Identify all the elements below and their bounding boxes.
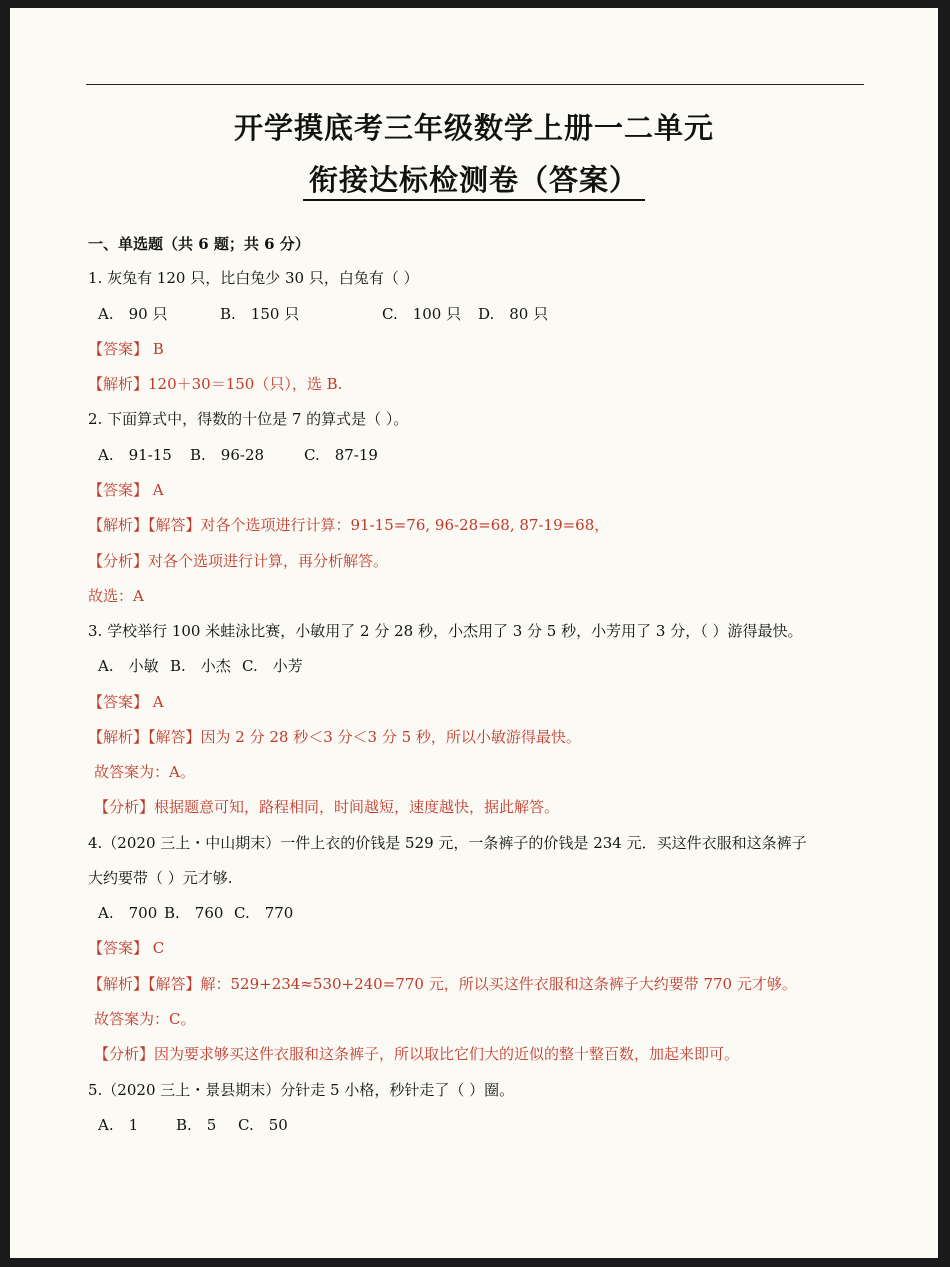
section-heading: 一、单选题（共 6 题；共 6 分） [88,235,310,253]
option-a: A. 91-15 [98,446,172,464]
title-line-2 [10,158,938,199]
option-c: C. 100 只 [382,305,462,323]
title-line-1: 开学摸底考三年级数学上册一二单元 [233,111,714,145]
question-3-analysis-2: 故答案为：A。 [94,763,195,781]
option-b: B. 小杰 [170,657,231,675]
question-3-analysis-3: 【分析】根据题意可知，路程相同，时间越短，速度越快，据此解答。 [94,798,560,816]
question-5-stem: 5.（2020 三上・景县期末）分针走 5 小格，秒针走了（ ）圈。 [88,1081,515,1099]
question-2-analysis-2: 【分析】对各个选项进行计算，再分析解答。 [88,552,389,570]
option-a: A. 1 [98,1116,139,1134]
option-a: A. 700 [98,904,158,922]
question-1-analysis: 【解析】120＋30＝150（只），选 B. [88,375,343,393]
question-4-stem-cont: 大约要带（ ）元才够. [88,869,233,887]
title-line-2-text: 衔接达标检测卷（答案） [303,163,645,201]
option-a: A. 90 只 [98,305,168,323]
option-c: C. 小芳 [242,657,303,675]
question-4-answer: 【答案】 C [88,939,165,957]
top-rule [86,84,864,85]
option-b: B. 760 [164,904,224,922]
question-1-stem: 1. 灰兔有 120 只，比白兔少 30 只，白兔有（ ） [88,269,419,287]
question-3-answer: 【答案】 A [88,693,164,711]
question-3-stem: 3. 学校举行 100 米蛙泳比赛，小敏用了 2 分 28 秒，小杰用了 3 分 5 秒，小芳用了 3 分，（ ）游得最快。 [88,622,803,640]
option-c: C. 87-19 [304,446,378,464]
question-4-analysis-2: 故答案为：C。 [94,1010,196,1028]
question-2-answer: 【答案】 A [88,481,164,499]
question-2-analysis-1: 【解析】【解答】对各个选项进行计算：91-15=76, 96-28=68, 87-19=68， [88,516,610,534]
question-4-analysis-1: 【解析】【解答】解：529+234≈530+240=770 元，所以买这件衣服和这条裤子大约要带 770 元才够。 [88,975,797,993]
option-b: B. 150 只 [220,305,300,323]
option-b: B. 5 [176,1116,217,1134]
question-1-answer: 【答案】 B [88,340,164,358]
question-2-analysis-3: 故选：A [88,587,144,605]
document-page [10,8,938,1258]
option-c: C. 770 [234,904,294,922]
question-4-stem: 4.（2020 三上・中山期末）一件上衣的价钱是 529 元，一条裤子的价钱是 234 元．买这件衣服和这条裤子 [88,834,807,852]
option-b: B. 96-28 [190,446,265,464]
question-4-analysis-3: 【分析】因为要求够买这件衣服和这条裤子，所以取比它们大的近似的整十整百数，加起来即可。 [94,1045,740,1063]
option-c: C. 50 [238,1116,288,1134]
question-2-stem: 2. 下面算式中，得数的十位是 7 的算式是（ ）。 [88,410,409,428]
option-a: A. 小敏 [98,657,159,675]
question-3-analysis-1: 【解析】【解答】因为 2 分 28 秒＜3 分＜3 分 5 秒，所以小敏游得最快。 [88,728,581,746]
option-d: D. 80 只 [478,305,549,323]
